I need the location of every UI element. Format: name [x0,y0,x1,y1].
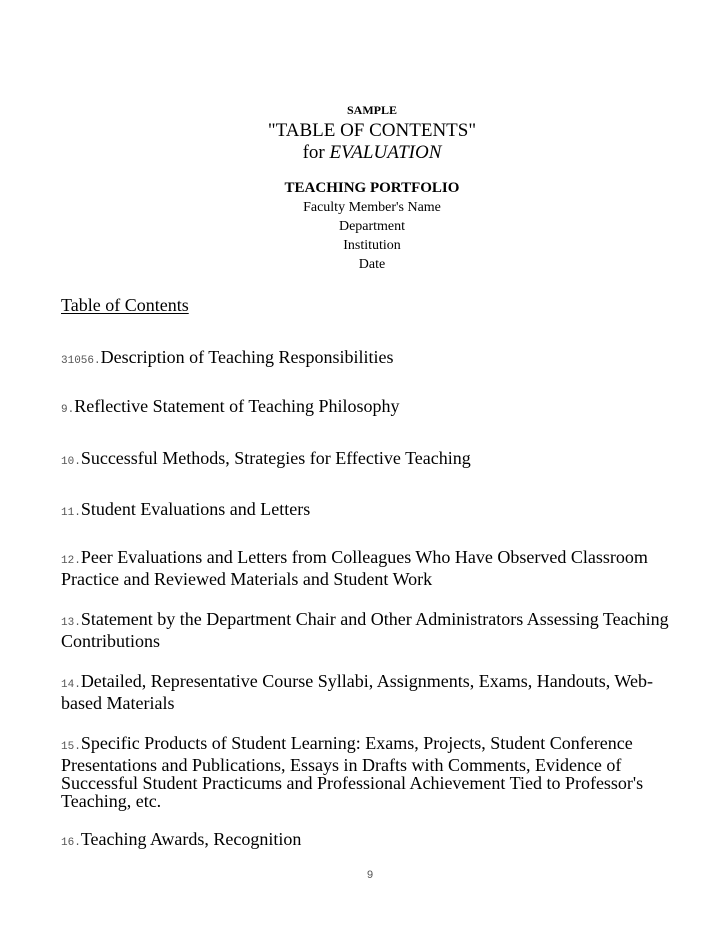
toc-entry [61,548,683,588]
toc-heading: Table of Contents [61,295,189,315]
toc-entry-number: 10. [61,456,81,468]
toc-entry-text: Specific Products of Student Learning: Exams, Projects, Student Conference Presentations and Publications, Essays in Drafts with Comments, Evidence of Successful Student Practicums and Professional Achievement Tied to Professor's Teaching, etc. [61,733,644,811]
toc-entry-text: Peer Evaluations and Letters from Colleagues Who Have Observed Classroom Practice and Reviewed Materials and Student Work [61,547,648,589]
toc-entry [61,449,683,471]
subtitle-emphasis: EVALUATION [329,142,442,163]
toc-entry-text: Detailed, Representative Course Syllabi, Assignments, Exams, Handouts, Web-based Materials [61,671,653,713]
toc-entry-number: 12. [61,555,81,567]
toc-entry-text: Student Evaluations and Letters [80,499,311,519]
page-number: 9 [366,870,374,882]
toc-entry [61,610,683,650]
toc-entry-number: 13. [61,617,81,629]
subtitle-prefix: for [302,142,330,163]
toc-entry-text: Reflective Statement of Teaching Philosophy [74,396,400,416]
toc-entry-text: Description of Teaching Responsibilities [100,347,394,367]
document-subtitle [259,142,485,164]
toc-entry-text: Teaching Awards, Recognition [80,829,302,849]
toc-entry [61,500,683,522]
toc-entry-number: 14. [61,679,81,691]
faculty-name: Faculty Member's Name [303,200,441,215]
toc-entry-number: 31056. [61,355,101,367]
toc-entry-number: 15. [61,741,81,753]
toc-entry-text: Statement by the Department Chair and Other Administrators Assessing Teaching Contributions [61,609,669,651]
document-title: "TABLE OF CONTENTS" [267,120,477,141]
toc-entry-number: 16. [61,837,81,849]
toc-entry [61,830,683,852]
toc-entry [61,348,683,370]
toc-entry-number: 9. [61,404,75,416]
toc-entry-number: 11. [61,507,81,519]
toc-entry [61,672,683,712]
institution: Institution [343,238,401,253]
toc-entry [61,734,683,810]
portfolio-title: TEACHING PORTFOLIO [284,180,460,196]
department: Department [338,219,406,234]
toc-entry-text: Successful Methods, Strategies for Effective Teaching [80,448,471,468]
toc-entry [61,397,683,419]
sample-label: SAMPLE [346,103,397,117]
date: Date [358,257,386,272]
